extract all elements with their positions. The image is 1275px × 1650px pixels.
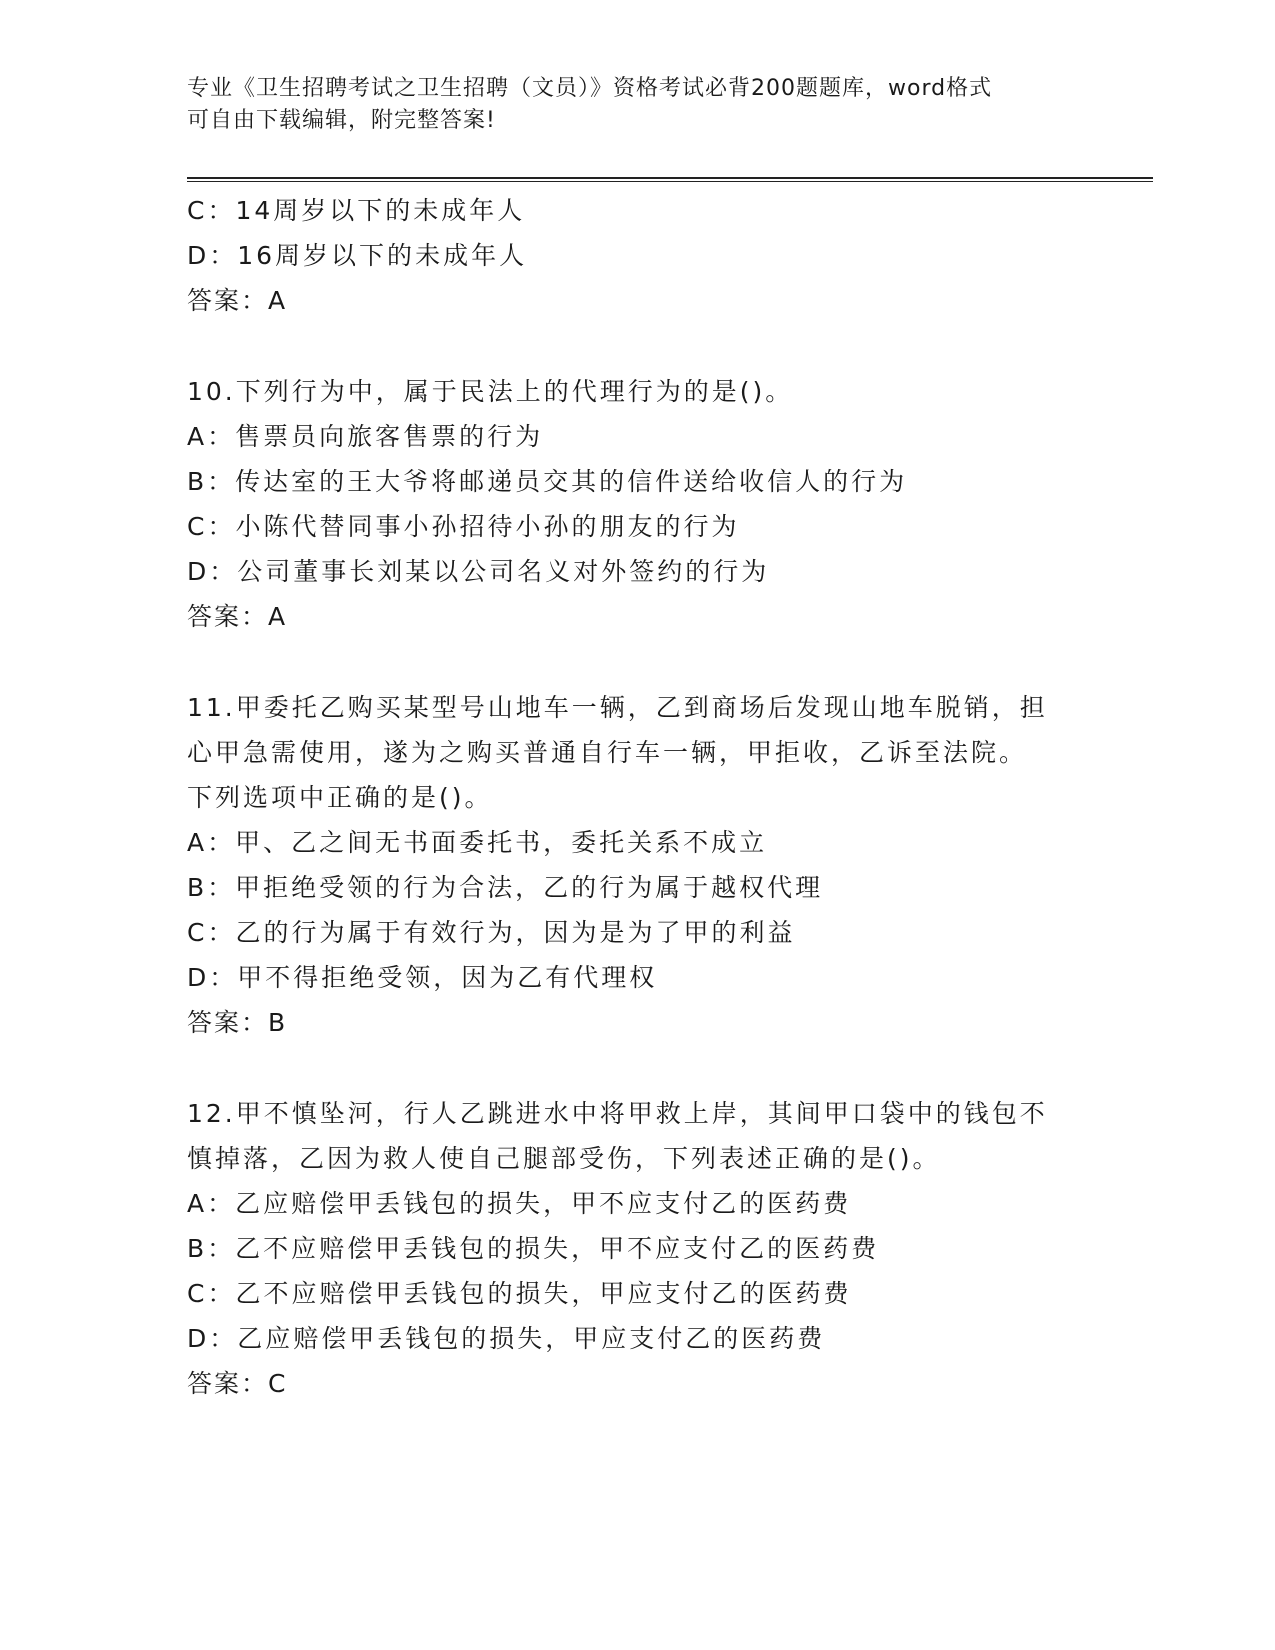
option-d: D：公司董事长刘某以公司名义对外签约的行为 <box>187 557 770 586</box>
header-title-line-1: 专业《卫生招聘考试之卫生招聘（文员）》资格考试必背200题题库，word格式 <box>187 76 993 101</box>
option-d: D：乙应赔偿甲丢钱包的损失，甲应支付乙的医药费 <box>187 1324 826 1353</box>
answer-line: 答案：B <box>187 1008 288 1037</box>
answer-line: 答案：C <box>187 1369 288 1398</box>
question-stem: 10.下列行为中，属于民法上的代理行为的是()。 <box>187 377 794 406</box>
question-stem: 11.甲委托乙购买某型号山地车一辆，乙到商场后发现山地车脱销，担 <box>187 693 1048 722</box>
option-c: C：乙不应赔偿甲丢钱包的损失，甲应支付乙的医药费 <box>187 1279 852 1308</box>
answer-line: 答案：A <box>187 286 288 315</box>
question-stem: 12.甲不慎坠河，行人乙跳进水中将甲救上岸，其间甲口袋中的钱包不 <box>187 1099 1048 1128</box>
answer-line: 答案：A <box>187 602 288 631</box>
option-d: D：甲不得拒绝受领，因为乙有代理权 <box>187 963 658 992</box>
question-10 <box>187 369 1107 640</box>
question-stem: 慎掉落，乙因为救人使自己腿部受伤，下列表述正确的是()。 <box>187 1144 941 1173</box>
option-c: C：小陈代替同事小孙招待小孙的朋友的行为 <box>187 512 740 541</box>
option-d: D：16周岁以下的未成年人 <box>187 241 528 270</box>
spacer <box>187 324 1107 369</box>
question-stem: 心甲急需使用，遂为之购买普通自行车一辆，甲拒收，乙诉至法院。 <box>187 738 1028 767</box>
option-a: A：乙应赔偿甲丢钱包的损失，甲不应支付乙的医药费 <box>187 1189 852 1218</box>
question-list <box>187 188 1107 1407</box>
option-c: C：14周岁以下的未成年人 <box>187 196 526 225</box>
prev-question-tail <box>187 188 1107 324</box>
header-divider-thick <box>187 177 1153 179</box>
option-b: B：乙不应赔偿甲丢钱包的损失，甲不应支付乙的医药费 <box>187 1234 880 1263</box>
option-b: B：传达室的王大爷将邮递员交其的信件送给收信人的行为 <box>187 467 908 496</box>
document-header <box>187 73 1087 137</box>
spacer <box>187 1046 1107 1091</box>
header-divider-thin <box>187 181 1153 182</box>
question-12 <box>187 1091 1107 1407</box>
option-a: A：甲、乙之间无书面委托书，委托关系不成立 <box>187 828 768 857</box>
header-title-line-2: 可自由下载编辑，附完整答案! <box>187 108 496 133</box>
option-b: B：甲拒绝受领的行为合法，乙的行为属于越权代理 <box>187 873 824 902</box>
question-11 <box>187 685 1107 1046</box>
question-stem: 下列选项中正确的是()。 <box>187 783 493 812</box>
option-c: C：乙的行为属于有效行为，因为是为了甲的利益 <box>187 918 796 947</box>
option-a: A：售票员向旅客售票的行为 <box>187 422 544 451</box>
spacer <box>187 640 1107 685</box>
